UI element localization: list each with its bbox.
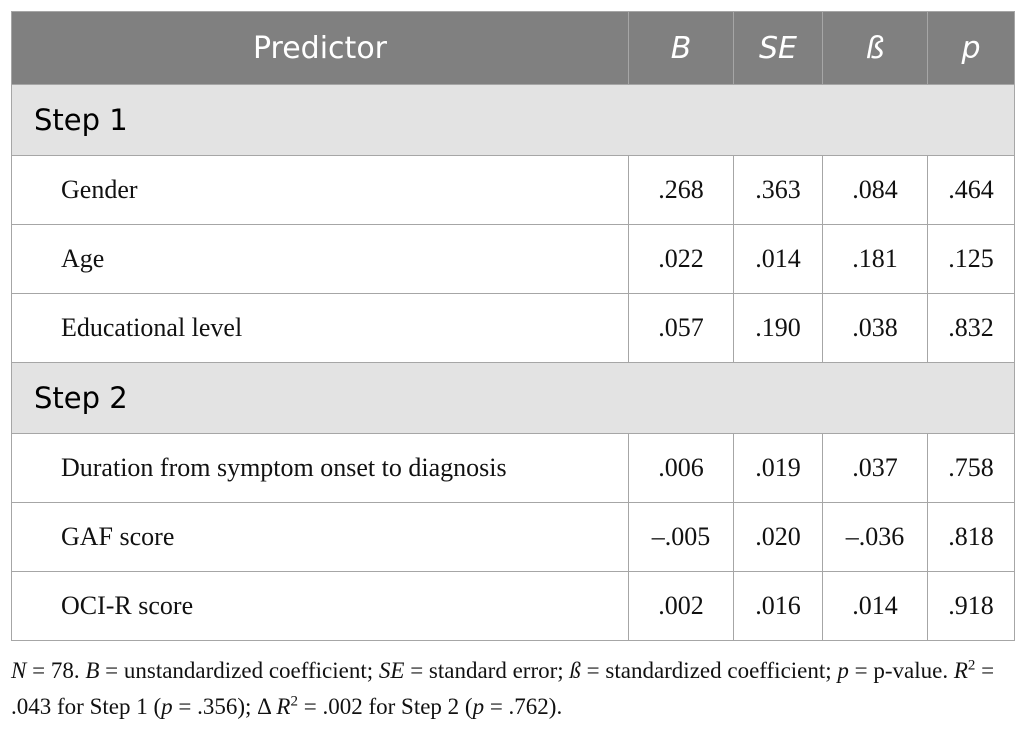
predictor-name: Duration from symptom onset to diagnosis bbox=[12, 434, 629, 503]
beta-value: .084 bbox=[823, 156, 928, 225]
note-text: = .002 for Step 2 ( bbox=[297, 694, 473, 719]
table-row bbox=[12, 503, 1015, 572]
regression-table bbox=[11, 11, 1015, 641]
se-value: .019 bbox=[734, 434, 823, 503]
note-b-symbol: B bbox=[85, 658, 100, 683]
predictor-name: Gender bbox=[12, 156, 629, 225]
se-value: .014 bbox=[734, 225, 823, 294]
note-text: = .762). bbox=[484, 694, 563, 719]
table-footnote bbox=[11, 653, 1016, 725]
note-beta-symbol: ß bbox=[569, 658, 581, 683]
beta-value: .181 bbox=[823, 225, 928, 294]
table-row bbox=[12, 225, 1015, 294]
b-value: –.005 bbox=[629, 503, 734, 572]
beta-value: –.036 bbox=[823, 503, 928, 572]
p-value: .758 bbox=[928, 434, 1015, 503]
note-text: = .356); Δ bbox=[172, 694, 277, 719]
note-n-symbol: N bbox=[11, 658, 27, 683]
step-1-row bbox=[12, 85, 1015, 156]
table-row bbox=[12, 156, 1015, 225]
p-value: .464 bbox=[928, 156, 1015, 225]
se-value: .190 bbox=[734, 294, 823, 363]
header-p: p bbox=[928, 12, 1015, 85]
note-text: = p-value. bbox=[848, 658, 954, 683]
step-label: Step 1 bbox=[12, 85, 1015, 156]
b-value: .006 bbox=[629, 434, 734, 503]
predictor-name: Educational level bbox=[12, 294, 629, 363]
note-text: = 78. bbox=[26, 658, 86, 683]
table-row bbox=[12, 294, 1015, 363]
predictor-name: GAF score bbox=[12, 503, 629, 572]
beta-value: .038 bbox=[823, 294, 928, 363]
p-value: .125 bbox=[928, 225, 1015, 294]
note-text: = .043 for Step 1 ( bbox=[11, 658, 995, 719]
table-header-row bbox=[12, 12, 1015, 85]
p-value: .818 bbox=[928, 503, 1015, 572]
note-text: = unstandardized coefficient; bbox=[99, 658, 379, 683]
beta-value: .014 bbox=[823, 572, 928, 641]
se-value: .363 bbox=[734, 156, 823, 225]
note-superscript: 2 bbox=[967, 657, 976, 674]
beta-value: .037 bbox=[823, 434, 928, 503]
table-row bbox=[12, 434, 1015, 503]
predictor-name: OCI-R score bbox=[12, 572, 629, 641]
b-value: .022 bbox=[629, 225, 734, 294]
header-beta: ß bbox=[823, 12, 928, 85]
b-value: .268 bbox=[629, 156, 734, 225]
se-value: .016 bbox=[734, 572, 823, 641]
header-predictor: Predictor bbox=[12, 12, 629, 85]
note-text: = standard error; bbox=[404, 658, 570, 683]
predictor-name: Age bbox=[12, 225, 629, 294]
se-value: .020 bbox=[734, 503, 823, 572]
note-superscript: 2 bbox=[290, 693, 298, 710]
b-value: .002 bbox=[629, 572, 734, 641]
b-value: .057 bbox=[629, 294, 734, 363]
header-b: B bbox=[629, 12, 734, 85]
note-p-symbol: p bbox=[837, 658, 849, 683]
header-se: SE bbox=[734, 12, 823, 85]
step-label: Step 2 bbox=[12, 363, 1015, 434]
note-r-symbol: R bbox=[953, 658, 968, 683]
table-row bbox=[12, 572, 1015, 641]
note-p-symbol: p bbox=[161, 694, 173, 719]
step-2-row bbox=[12, 363, 1015, 434]
regression-table-container bbox=[11, 11, 1014, 641]
note-r-symbol: R bbox=[276, 694, 291, 719]
p-value: .832 bbox=[928, 294, 1015, 363]
p-value: .918 bbox=[928, 572, 1015, 641]
note-text: = standardized coefficient; bbox=[580, 658, 838, 683]
note-se-symbol: SE bbox=[378, 658, 405, 683]
note-p-symbol: p bbox=[472, 694, 485, 719]
